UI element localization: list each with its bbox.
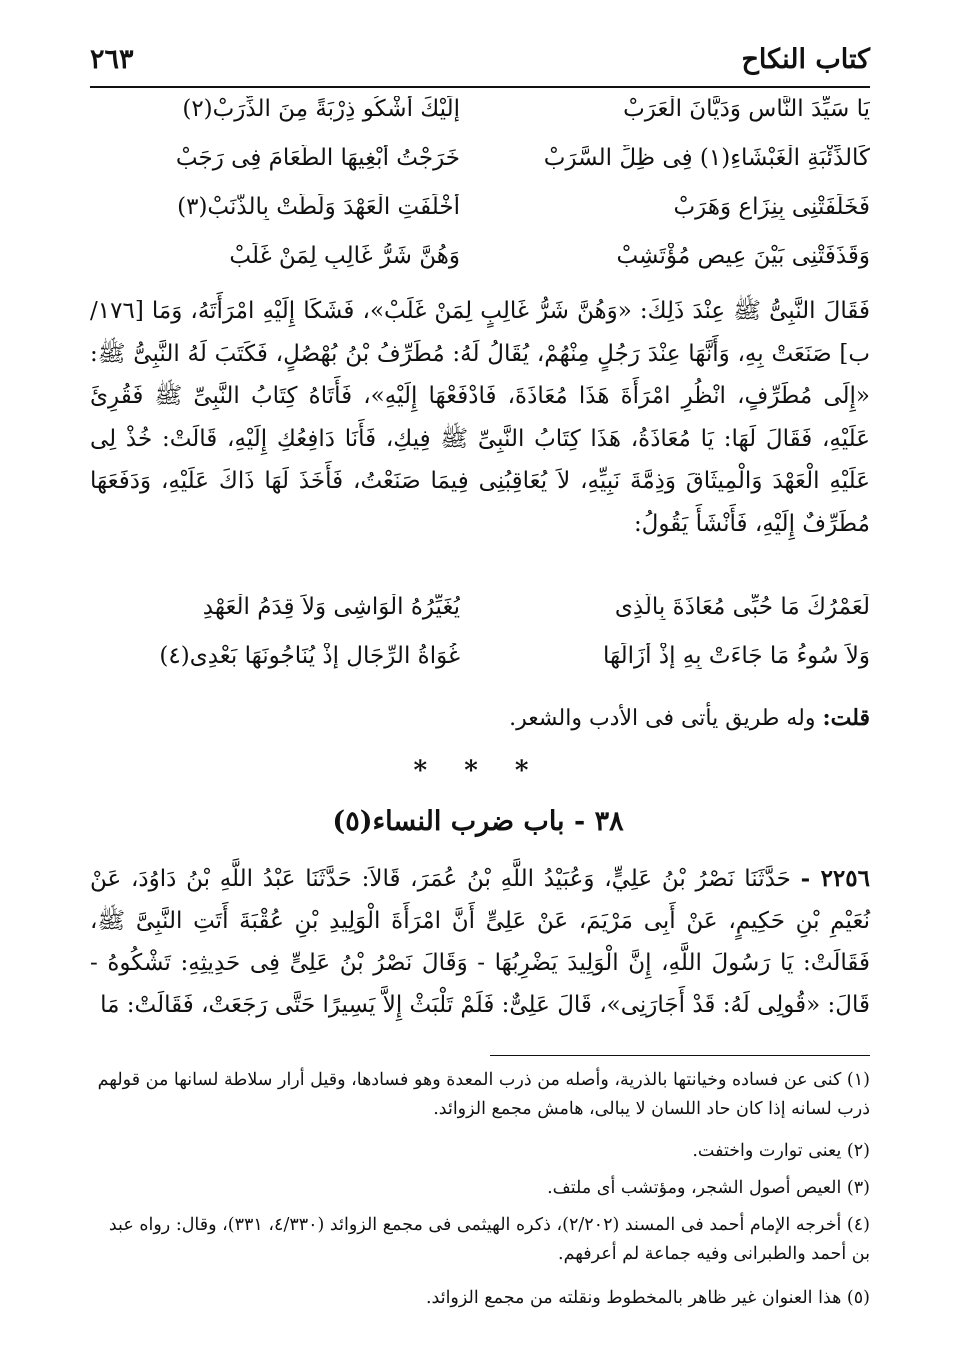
verse-second-hemistich: غُوَاةُ الرِّجَالِ إِذْ يُنَاجُونَهَا بَعْدِى(٤) [159, 643, 460, 669]
verse-first-hemistich: وَلاَ سُوءُ مَا جَاءَتْ بِهِ إِذْ أَزَالَهَا [603, 643, 870, 669]
verse-second-hemistich: أَخْلَفَتِ الْعَهْدَ وَلَطَّتْ بِالذَّنَبْ(٣) [177, 194, 460, 220]
editor-note-text: وله طريق يأتى فى الأدب والشعر. [509, 706, 823, 731]
verse-first-hemistich: لَعَمْرُكَ مَا حُبِّى مُعَاذَةَ بِالَّذِى [614, 594, 870, 620]
editor-note [509, 705, 870, 731]
editor-note-label: قلت: [822, 705, 870, 731]
verse-second-hemistich: وَهُنَّ شَرُّ غَالِبٍ لِمَنْ غَلَبْ [229, 243, 460, 269]
narrative-paragraph: فَقَالَ النَّبِىُّ ﷺ عِنْدَ ذَلِكَ: «وَهُنَّ شَرُّ غَالِبٍ لِمَنْ غَلَبْ»، فَشَكَا إِلَيْهِ امْرَأَتَهُ، وَمَا [١٧٦/ب] صَنَعَتْ بِهِ، وَأَنَّهَا عِنْدَ رَجُلٍ مِنْهُمْ، يُقَالُ لَهُ: مُطَرِّفُ بْنُ بُهْصُلٍ، فَكَتَبَ لَهُ النَّبِىُّ ﷺ: «إِلَى مُطَرِّفٍ، انْظُرِ امْرَأَةَ هَذَا مُعَاذَةَ، فَادْفَعْهَا إِلَيْهِ»، فَأَتَاهُ كِتَابُ النَّبِىِّ ﷺ فَقُرِئَ عَلَيْهِ، فَقَالَ لَهَا: يَا مُعَاذَةُ، هَذَا كِتَابُ النَّبِىِّ ﷺ فِيكِ، فَأَنَا دَافِعُكِ إِلَيْهِ، قَالَتْ: خُذْ لِى عَلَيْهِ الْعَهْدَ وَالْمِيثَاقَ وَذِمَّةَ نَبِيِّهِ، لاَ يُعَاقِبُنِى فِيمَا صَنَعْتُ، فَأَخَذَ لَهَا ذَاكَ عَلَيْهِ، وَدَفَعَهَا مُطَرِّفٌ إِلَيْهِ، فَأَنْشَأَ يَقُولُ: [90, 298, 870, 537]
header-rule [90, 86, 870, 88]
verse-second-hemistich: إِلَيْكَ أَشْكُو ذِرْبَةً مِنَ الذِّرَبْ(٢) [182, 96, 460, 122]
running-header [90, 40, 870, 88]
verse-first-hemistich: يَا سَيِّدَ النَّاسِ وَدَيَّانَ الْعَرَبْ [623, 96, 870, 122]
verse-first-hemistich: فَخَلَفَتْنِى بِنِزَاعٍ وَهَرَبْ [673, 194, 870, 220]
chapter-heading: ٣٨ - باب ضرب النساء(٥) [332, 806, 624, 837]
book-section-title: كتاب النكاح [741, 44, 870, 75]
verse-line [130, 243, 870, 291]
footnote-separator [490, 1055, 870, 1056]
verse-line [130, 194, 870, 242]
footnote: (٥) هذا العنوان غير ظاهر بالمخطوط ونقلته من مجمع الزوائد. [425, 1288, 870, 1308]
footnote: (٣) العيص أصول الشجر، ومؤتشب أى ملتف. [547, 1178, 870, 1198]
verse-first-hemistich: وَقَذَفَتْنِى بَيْنَ عِيصٍ مُؤْتَشِبْ [616, 243, 870, 269]
hadith-text: حَدَّثَنَا نَصْرُ بْنُ عَلِيٍّ، وَعُبَيْدُ اللَّهِ بْنُ عُمَرَ، قَالاَ: حَدَّثَنَا عَبْدُ اللَّهِ بْنُ دَاوُدَ، عَنْ نُعَيْمِ بْنِ حَكِيمٍ، عَنْ أَبِى مَرْيَمَ، عَنْ عَلِىٍّ أَنَّ امْرَأَةَ الْوَلِيدِ بْنِ عُقْبَةَ أَتَتِ النَّبِىَّ ﷺ، فَقَالَتْ: يَا رَسُولَ اللَّهِ، إِنَّ الْوَلِيدَ يَضْرِبُهَا - وَقَالَ نَصْرُ بْنُ عَلِىٍّ فِى حَدِيثِهِ: تَشْكُوهُ - قَالَ: «قُولِى لَهُ: قَدْ أَجَارَنِى»، قَالَ عَلِىٌّ: فَلَمْ تَلْبَثْ إِلاَّ يَسِيرًا حَتَّى رَجَعَتْ، فَقَالَتْ: مَا [90, 866, 870, 1018]
footnote: (١) كنى عن فساده وخيانتها بالذرية، وأصله من ذرب المعدة وهو فسادها، وقيل أرار سلاطة لسانها من قولهم ذرب لسانه إذا كان حاد اللسان لا يبالى، هامش مجمع الزوائد. [97, 1070, 870, 1119]
verse-line [130, 594, 870, 642]
verse-line [130, 145, 870, 193]
footnote: (٢) يعنى توارت واختفت. [692, 1141, 870, 1161]
footnote: (٤) أخرجه الإمام أحمد فى المسند (٢/٢٠٢)، ذكره الهيثمى فى مجمع الزوائد (٤/٣٣٠، ٣٣١)، وقال: رواه عبد بن أحمد والطبرانى وفيه جماعة لم أعرفهم. [108, 1215, 870, 1264]
verse-second-hemistich: خَرَجْتُ أَبْغِيهَا الطَّعَامَ فِى رَجَبْ [175, 145, 460, 171]
verse-second-hemistich: يُغَيِّرُهُ الْوَاشِى وَلاَ قِدَمُ الْعَهْدِ [202, 594, 460, 620]
section-separator: * * * [413, 756, 543, 786]
verse-line [130, 643, 870, 691]
verse-first-hemistich: كَالذِّئْبَةِ الْغَبْشَاءِ(١) فِى ظِلِّ السَّرَبْ [543, 145, 870, 171]
hadith-number: ٢٢٥٦ - [800, 865, 870, 892]
verse-line [130, 96, 870, 144]
hadith-block [90, 858, 870, 1026]
page-number: ٢٦٣ [90, 44, 134, 75]
